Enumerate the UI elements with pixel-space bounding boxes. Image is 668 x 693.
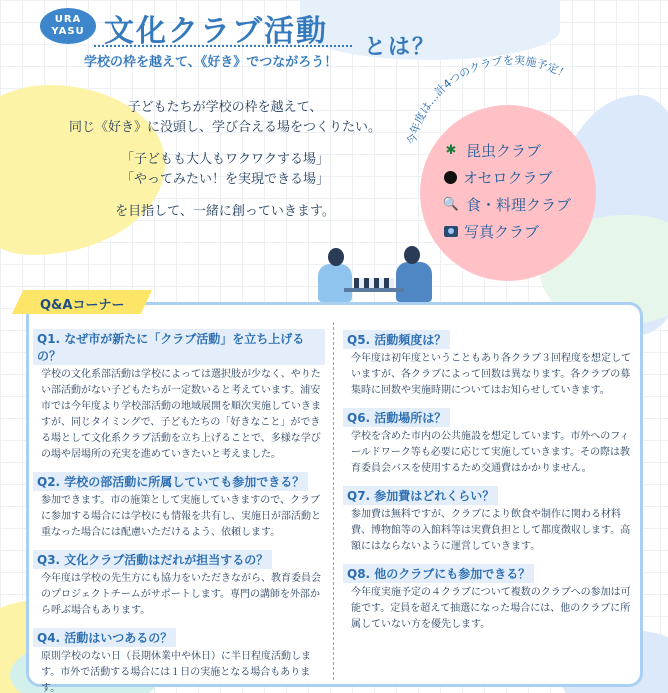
question: Q5. 活動頻度は？ xyxy=(343,330,450,349)
qa-item-q4 xyxy=(33,627,325,693)
urayasu-logo xyxy=(40,8,96,44)
question: Q7. 参加費はどれくらい？ xyxy=(343,486,498,505)
chess-board-icon xyxy=(354,278,394,288)
qa-column-right xyxy=(343,329,635,641)
svg-text:今年度は…計4つのクラブを実施予定！ xyxy=(404,54,571,146)
question: Q1. なぜ市が新たに「クラブ活動」を立ち上げるの？ xyxy=(33,329,325,365)
intro-line: 子どもたちが学校の枠を越えて、 xyxy=(127,100,323,115)
club-item-cooking xyxy=(442,191,571,218)
qa-banner-label: Q&Aコーナー xyxy=(40,298,125,313)
answer: 今年度実施予定の４クラブについて複数のクラブへの参加は可能です。定員を超えて抽選になった場合には、他のクラブに所属していない方を優先します。 xyxy=(351,587,631,630)
answer: 今年度は学校の先生方にも協力をいただきながら、教育委員会のプロジェクトチームがサポートします。専門の講師を外部から呼ぶ場合もあります。 xyxy=(41,573,321,616)
intro-line: 「子どもも大人もワクワクする場」 xyxy=(120,152,329,167)
table-icon xyxy=(344,288,404,292)
club-item-othello xyxy=(442,164,571,191)
qa-item-q3 xyxy=(33,549,325,619)
answer: 今年度は初年度ということもあり各クラブ３回程度を想定していますが、各クラブによって回数は異なります。各クラブの募集時に回数や実施時期についてはお知らせしていきます。 xyxy=(351,353,631,396)
club-list xyxy=(442,137,571,245)
logo-line-2: YASU xyxy=(51,26,85,37)
magnifier-icon: 🔍 xyxy=(442,197,460,212)
question: Q4. 活動はいつあるの？ xyxy=(33,628,176,647)
bug-icon: ✱ xyxy=(445,143,457,158)
person-right-head xyxy=(404,246,420,264)
question: Q2. 学校の部活動に所属していても参加できる？ xyxy=(33,472,308,491)
club-item-photo xyxy=(442,218,571,245)
title-underline xyxy=(94,45,352,47)
intro-text xyxy=(30,98,420,234)
club-label: 食・料理クラブ xyxy=(466,196,572,214)
club-arc-caption-text: 今年度は…計4つのクラブを実施予定！ xyxy=(404,53,572,147)
othello-piece-icon xyxy=(444,171,457,184)
logo-line-1: URA xyxy=(54,14,82,25)
qa-item-q5 xyxy=(343,329,635,399)
answer: 学校を含めた市内の公共施設を想定しています。市外へのフィールドワーク等も必要に応じて実施していきます。その際は教育委員会バスを使用するため交通費はかかりません。 xyxy=(351,431,630,474)
person-right-icon xyxy=(396,262,432,302)
question: Q8. 他のクラブにも参加できる？ xyxy=(343,564,534,583)
question: Q6. 活動場所は？ xyxy=(343,408,450,427)
answer: 原則学校のない日（長期休業中や休日）に半日程度活動します。市外で活動する場合には１日の実施となる場合もあります。 xyxy=(41,651,311,693)
page-subtitle: 学校の枠を越えて、《好き》でつながろう！ xyxy=(84,55,338,70)
club-item-insect xyxy=(442,137,571,164)
qa-item-q6 xyxy=(343,407,635,477)
person-left-icon xyxy=(318,264,352,302)
club-label: オセロクラブ xyxy=(463,169,553,187)
intro-paragraph xyxy=(30,98,420,138)
page-title-suffix: とは？ xyxy=(364,35,437,60)
qa-item-q1 xyxy=(33,329,325,463)
qa-column-divider xyxy=(333,322,334,680)
qa-item-q7 xyxy=(343,485,635,555)
person-left-head xyxy=(328,248,344,266)
answer: 学校の文化系部活動は学校によっては選択肢が少なく、やりたい部活動がない子どもたちが一定数いると考えています。浦安市では今年度より学校部活動の地域展開を順次実施していきますが、同じタイミングで、子どもたちの「好きなこと」ができる場として文化系クラブ活動を立ち上げることで、多様な学びの場や居場所の充実を進めていきたいと考えました。 xyxy=(41,369,321,460)
qa-item-q2 xyxy=(33,471,325,541)
club-label: 写真クラブ xyxy=(464,223,540,241)
qa-column-left xyxy=(33,329,325,693)
intro-line: 「やってみたい！を実現できる場」 xyxy=(120,172,329,187)
intro-paragraph xyxy=(30,202,420,222)
page-title: 文化クラブ活動 xyxy=(104,14,328,49)
chess-players-illustration xyxy=(300,240,450,302)
answer: 参加費は無料ですが、クラブにより飲食や制作に関わる材料費、博物館等の入館料等は実費負担として都度徴収します。高額にはならないように運営していきます。 xyxy=(351,509,631,552)
intro-line: を目指して、一緒に創っていきます。 xyxy=(115,204,335,219)
camera-icon xyxy=(444,226,458,237)
club-label: 昆虫クラブ xyxy=(466,142,542,160)
question: Q3. 文化クラブ活動はだれが担当するの？ xyxy=(33,550,272,569)
qa-item-q8 xyxy=(343,563,635,633)
answer: 参加できます。市の施策として実施していきますので、クラブに参加する場合には学校にも情報を共有し、実施日が部活動と重なった場合には配慮いただけるよう、依頼します。 xyxy=(41,495,321,538)
intro-line: 同じ《好き》に没頭し、学び合える場をつくりたい。 xyxy=(68,120,381,135)
intro-paragraph xyxy=(30,150,420,190)
